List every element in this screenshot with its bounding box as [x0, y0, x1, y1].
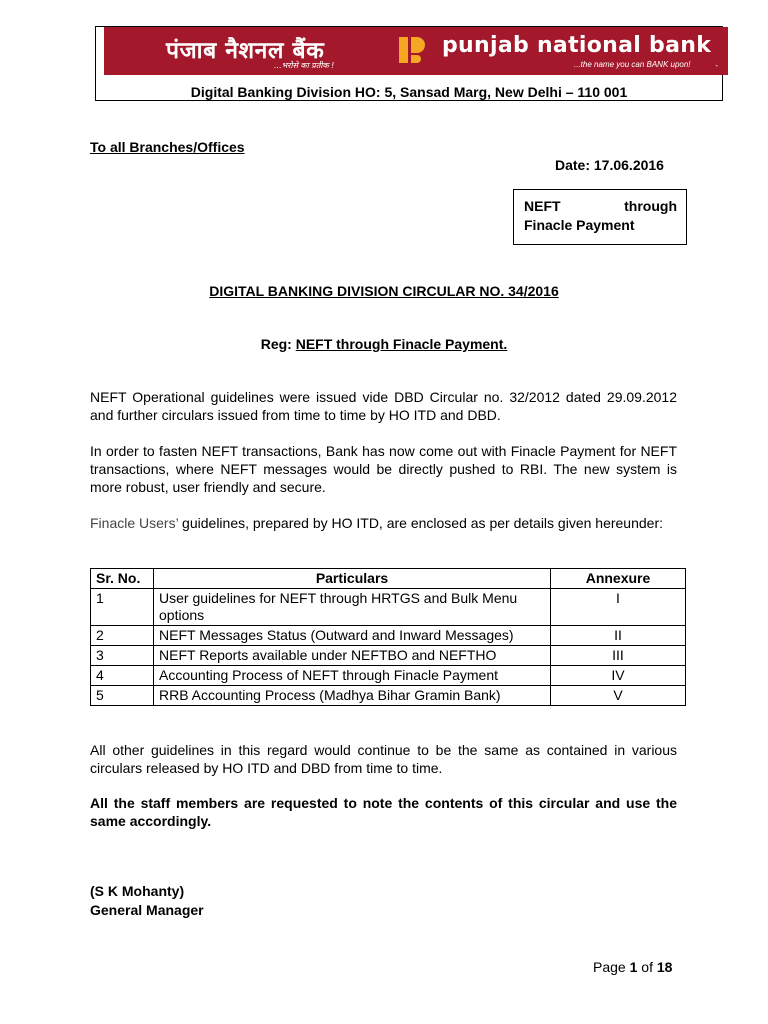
- table-header-row: [91, 569, 686, 589]
- page-total: 18: [656, 959, 673, 975]
- division-address: Digital Banking Division HO: 5, Sansad Marg, New Delhi – 110 001: [190, 84, 628, 100]
- signatory-name: (S K Mohanty): [90, 883, 185, 899]
- circular-number: [0, 283, 768, 299]
- bank-name-english: punjab national bank: [442, 33, 712, 58]
- cell-particulars: NEFT Reports available under NEFTBO and NEFTHO: [154, 646, 551, 666]
- cell-particulars: Accounting Process of NEFT through Finacle Payment: [154, 666, 551, 686]
- bank-tagline-hindi: ...भरोसे का प्रतीक !: [274, 61, 335, 70]
- cell-particulars: RRB Accounting Process (Madhya Bihar Gramin Bank): [154, 686, 551, 706]
- paragraph-2: In order to fasten NEFT transactions, Bank has now come out with Finacle Payment for NEFT transactions, where NEFT messages would be directly pushed to RBI. The new system is more robust, user friendly and secure.: [90, 443, 677, 495]
- subject-line-2: Finacle Payment: [524, 217, 635, 233]
- reg-prefix: Reg:: [260, 336, 296, 352]
- pnb-logo-icon: [395, 33, 429, 67]
- paragraph-3: [90, 514, 677, 532]
- reg-subject: NEFT through Finacle Payment.: [295, 336, 508, 352]
- banner-mark: -: [715, 61, 718, 70]
- page-current: 1: [629, 959, 638, 975]
- paragraph-4: All other guidelines in this regard would continue to be the same as contained in various circulars released by HO ITD and DBD from time to time.: [90, 742, 677, 776]
- page-middle: of: [637, 959, 657, 975]
- table-row: [91, 626, 686, 646]
- cell-sr: 1: [91, 589, 154, 626]
- cell-annexure: I: [551, 589, 686, 626]
- page-prefix: Page: [593, 959, 630, 975]
- reg-line: [0, 336, 768, 352]
- header-annexure: Annexure: [551, 569, 686, 589]
- paragraph-1: NEFT Operational guidelines were issued vide DBD Circular no. 32/2012 dated 29.09.2012 and further circulars issued from time to time by HO ITD and DBD.: [90, 389, 677, 423]
- table-row: [91, 686, 686, 706]
- table-row: [91, 646, 686, 666]
- addressee: To all Branches/Offices: [90, 139, 245, 155]
- signatory-designation: General Manager: [90, 902, 204, 918]
- subject-word-neft: NEFT: [524, 198, 561, 214]
- cell-sr: 4: [91, 666, 154, 686]
- header-sr-no: Sr. No.: [91, 569, 154, 589]
- header-particulars: Particulars: [154, 569, 551, 589]
- page-number: [593, 959, 672, 975]
- paragraph-5: All the staff members are requested to note the contents of this circular and use the same accordingly.: [90, 795, 677, 829]
- subject-box: [513, 189, 687, 245]
- cell-annexure: II: [551, 626, 686, 646]
- cell-sr: 5: [91, 686, 154, 706]
- bank-banner: [104, 27, 728, 75]
- cell-sr: 3: [91, 646, 154, 666]
- cell-particulars: User guidelines for NEFT through HRTGS and Bulk Menu options: [154, 589, 551, 626]
- circular-number-text: DIGITAL BANKING DIVISION CIRCULAR NO. 34/2016: [209, 283, 559, 299]
- table-row: [91, 589, 686, 626]
- subject-line-1: [524, 197, 677, 216]
- paragraph-3-rest: guidelines, prepared by HO ITD, are enclosed as per details given hereunder:: [178, 515, 664, 531]
- annexure-table: [90, 568, 686, 706]
- bank-tagline-english: ...the name you can BANK upon!: [574, 60, 691, 69]
- paragraph-3-lead: Finacle Users’: [90, 515, 179, 531]
- cell-sr: 2: [91, 626, 154, 646]
- cell-annexure: V: [551, 686, 686, 706]
- cell-particulars: NEFT Messages Status (Outward and Inward Messages): [154, 626, 551, 646]
- cell-annexure: III: [551, 646, 686, 666]
- circular-date: Date: 17.06.2016: [555, 157, 664, 173]
- cell-annexure: IV: [551, 666, 686, 686]
- bank-name-hindi: पंजाब नैशनल बैंक: [166, 38, 325, 64]
- subject-word-through: through: [624, 198, 677, 214]
- table-row: [91, 666, 686, 686]
